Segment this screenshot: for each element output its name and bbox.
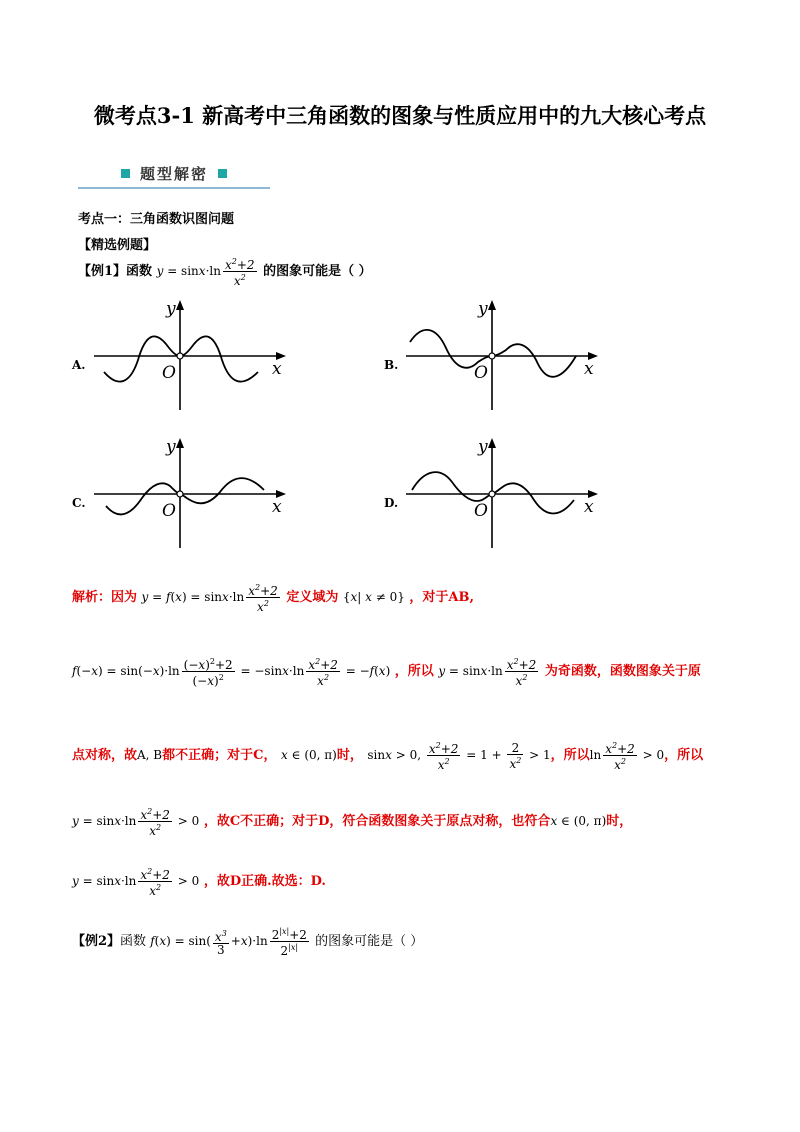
fraction: $\frac{x^2+2}{x^2}$ [224, 257, 255, 288]
curve [106, 478, 264, 514]
x-label: x [272, 497, 282, 517]
option-a-label: A. [72, 358, 86, 372]
y-label: y [166, 299, 176, 319]
formula: y [156, 264, 164, 278]
hole [489, 353, 495, 359]
option-d-label: D. [384, 496, 399, 510]
arrow-icon [488, 438, 496, 448]
graph-option-b [402, 296, 612, 416]
example-label: 【例2】 [72, 934, 121, 949]
graph-option-a [90, 296, 300, 416]
option-b-label: B. [384, 358, 399, 372]
origin-label: O [162, 501, 176, 521]
section-banner [78, 163, 270, 189]
origin-label: O [474, 501, 488, 521]
option-c-label: C. [72, 496, 86, 510]
y-label: y [478, 299, 488, 319]
solution-line-2: f(−x) = sin(−x)·ln $\frac{(-x)^2+2}{(-x)^2}$ = −sinx·ln $\frac{x^2+2}{x^2}$ = −f(x) ，所以 y = sinx·ln $\frac{x^2+2}{x^2}$ 为奇函数，函数图象关于原 [72, 657, 701, 688]
banner-label: 题型解密 [139, 165, 208, 183]
solution-line-5: y = sinx·ln $\frac{x^2+2}{x^2}$ > 0 ，故D正确.故选：D. [72, 867, 326, 898]
hole [177, 491, 183, 497]
example-prefix: 函数 [126, 264, 153, 279]
square-icon [121, 169, 130, 178]
hole [177, 353, 183, 359]
square-icon [218, 169, 227, 178]
solution-line-4: y = sinx·ln $\frac{x^2+2}{x^2}$ > 0 ，故C不正确；对于D，符合函数图象关于原点对称，也符合x ∈ (0, π)时， [72, 807, 633, 838]
example-suffix: 的图象可能是（ ） [315, 934, 424, 949]
section-heading: 考点一：三角函数识图问题 [78, 212, 235, 227]
x-label: x [584, 359, 594, 379]
hole [489, 491, 495, 497]
example-label: 【例1】 [78, 264, 127, 279]
example-suffix: 的图象可能是（ ） [263, 264, 372, 279]
graph-option-c [90, 434, 300, 554]
y-label: y [166, 437, 176, 457]
y-label: y [478, 437, 488, 457]
banner-underline [78, 187, 270, 189]
x-label: x [272, 359, 282, 379]
example-prefix: 函数 [120, 934, 147, 949]
solution-line-1: 解析：因为 y = f(x) = sinx·ln $\frac{x^2+2}{x^2}$ 定义域为 {x| x ≠ 0} ，对于AB, [72, 583, 475, 614]
example-1-question: 【例1】函数 y = sinx·ln $\frac{x^2+2}{x^2}$ 的图象可能是（ ） [78, 257, 372, 288]
page-title: 微考点3-1 新高考中三角函数的图象与性质应用中的九大核心考点 [93, 103, 707, 128]
arrow-icon [176, 300, 184, 310]
arrow-icon [488, 300, 496, 310]
solution-line-3: 点对称，故A, B都不正确；对于C， x ∈ (0, π)时， sinx > 0, $\frac{x^2+2}{x^2}$ = 1 + $\frac{2}{x^2}$ > 1，所以ln $\frac{x^2+2}{x^2}$ > 0，所以 [72, 740, 704, 772]
origin-label: O [162, 363, 176, 383]
graph-option-d [402, 434, 612, 554]
arrow-icon [176, 438, 184, 448]
featured-heading: 【精选例题】 [78, 238, 157, 253]
origin-label: O [474, 363, 488, 383]
example-2-question: 【例2】函数 f(x) = sin( $\frac{x^3}{3}$ +x)·ln $\frac{2^{|x|}+2}{2^{|x|}}$ 的图象可能是（ ） [72, 927, 424, 958]
x-label: x [584, 497, 594, 517]
